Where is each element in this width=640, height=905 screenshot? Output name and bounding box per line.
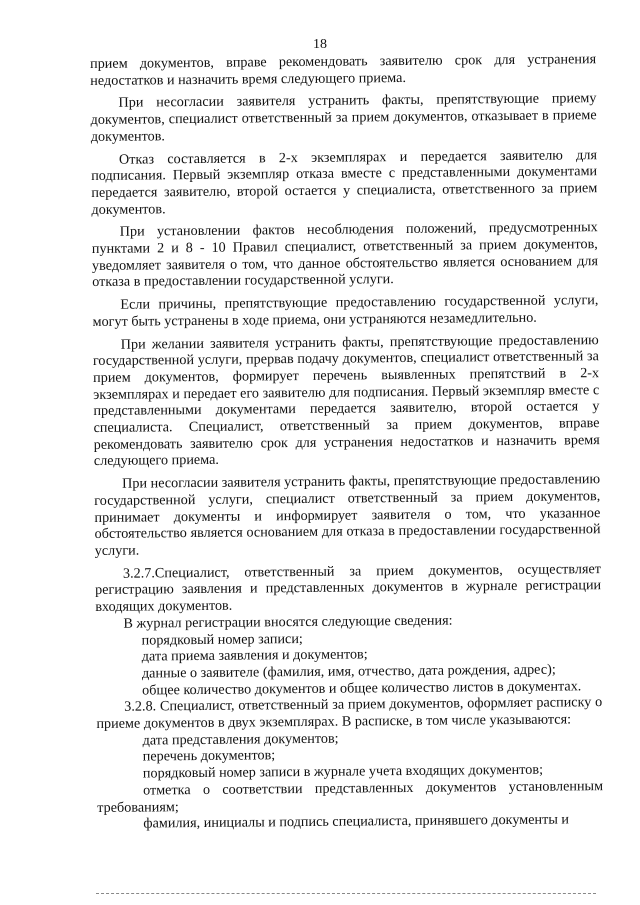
list-item: порядковый номер записи; xyxy=(141,630,303,649)
list-item: дата представления документов; xyxy=(142,730,339,749)
paragraph: При несогласии заявителя устранить факты, препятствующие предоставлению государственной услуги, специалист ответственный за прием документов, принимает документы и информирует заявителя о том, что указанное обстоятельство является основанием для отказа в предоставлении государственной услуги. xyxy=(94,471,601,559)
section-3-2-8: 3.2.8. Специалист, ответственный за прием документов, оформляет расписку о приеме документов в двух экземплярах. В расписке, в том числе указываются: xyxy=(96,694,603,732)
paragraph: При несогласии заявителя устранить факты, препятствующие приему документов, специалист ответственный за прием документов, отказывает в приеме документов. xyxy=(90,90,597,145)
list-item: общее количество документов и общее количество листов в документах. xyxy=(142,677,582,699)
list-item: порядковый номер записи в журнале учета входящих документов; xyxy=(142,761,544,782)
page-number: 18 xyxy=(313,37,327,52)
list-item: фамилия, инициалы и подпись специалиста, принявшего документы и xyxy=(143,811,570,832)
paragraph: Если причины, препятствующие предоставлению государственной услуги, могут быть устранены в ходе приема, они устраняются незамедлительно. xyxy=(92,292,599,330)
footer-divider xyxy=(96,893,596,895)
list-intro: В журнал регистрации вносятся следующие сведения: xyxy=(123,612,453,632)
list-item: данные о заявителе (фамилия, имя, отчество, дата рождения, адрес); xyxy=(141,661,556,682)
section-3-2-7: 3.2.7.Специалист, ответственный за прием документов, осуществляет регистрацию заявления и представленных документов в журнале регистрации входящих документов. xyxy=(95,560,602,616)
paragraph: При установлении фактов несоблюдения положений, предусмотренных пунктами 2 и 8 - 10 Правил специалист, ответственный за прием документов, уведомляет заявителя о том, что данное обстоятельство является основанием для отказа в предоставлении государственной услуги. xyxy=(91,219,599,291)
list-item: отметка о соответствии представленных документов установленным требованиям; xyxy=(97,777,604,816)
document-body xyxy=(90,51,603,833)
paragraph: Отказ составляется в 2-х экземплярах и передается заявителю для подписания. Первый экземпляр отказа вместе с представленными документами передается заявителю, второй остается у специалиста, ответственного за прием документов. xyxy=(91,146,598,218)
list-item: дата приема заявления и документов; xyxy=(141,646,368,665)
paragraph-continuation: прием документов, вправе рекомендовать заявителю срок для устранения недостатков и назначить время следующего приема. xyxy=(90,51,597,89)
paragraph: При желании заявителя устранить факты, препятствующие предоставлению государственной услуги, прервав подачу документов, специалист ответственный за прием документов, формирует перечень выявленных препятствий в 2-х экземплярах и передает его заявителю для подписания. Первый экземпляр вместе с представленными документами передается заявителю, второй остается у специалиста. Специалист, ответственный за прием документов, вправе рекомендовать заявителю срок для устранения недостатков и назначить время следующего приема. xyxy=(92,331,600,470)
list-item: перечень документов; xyxy=(142,747,276,765)
